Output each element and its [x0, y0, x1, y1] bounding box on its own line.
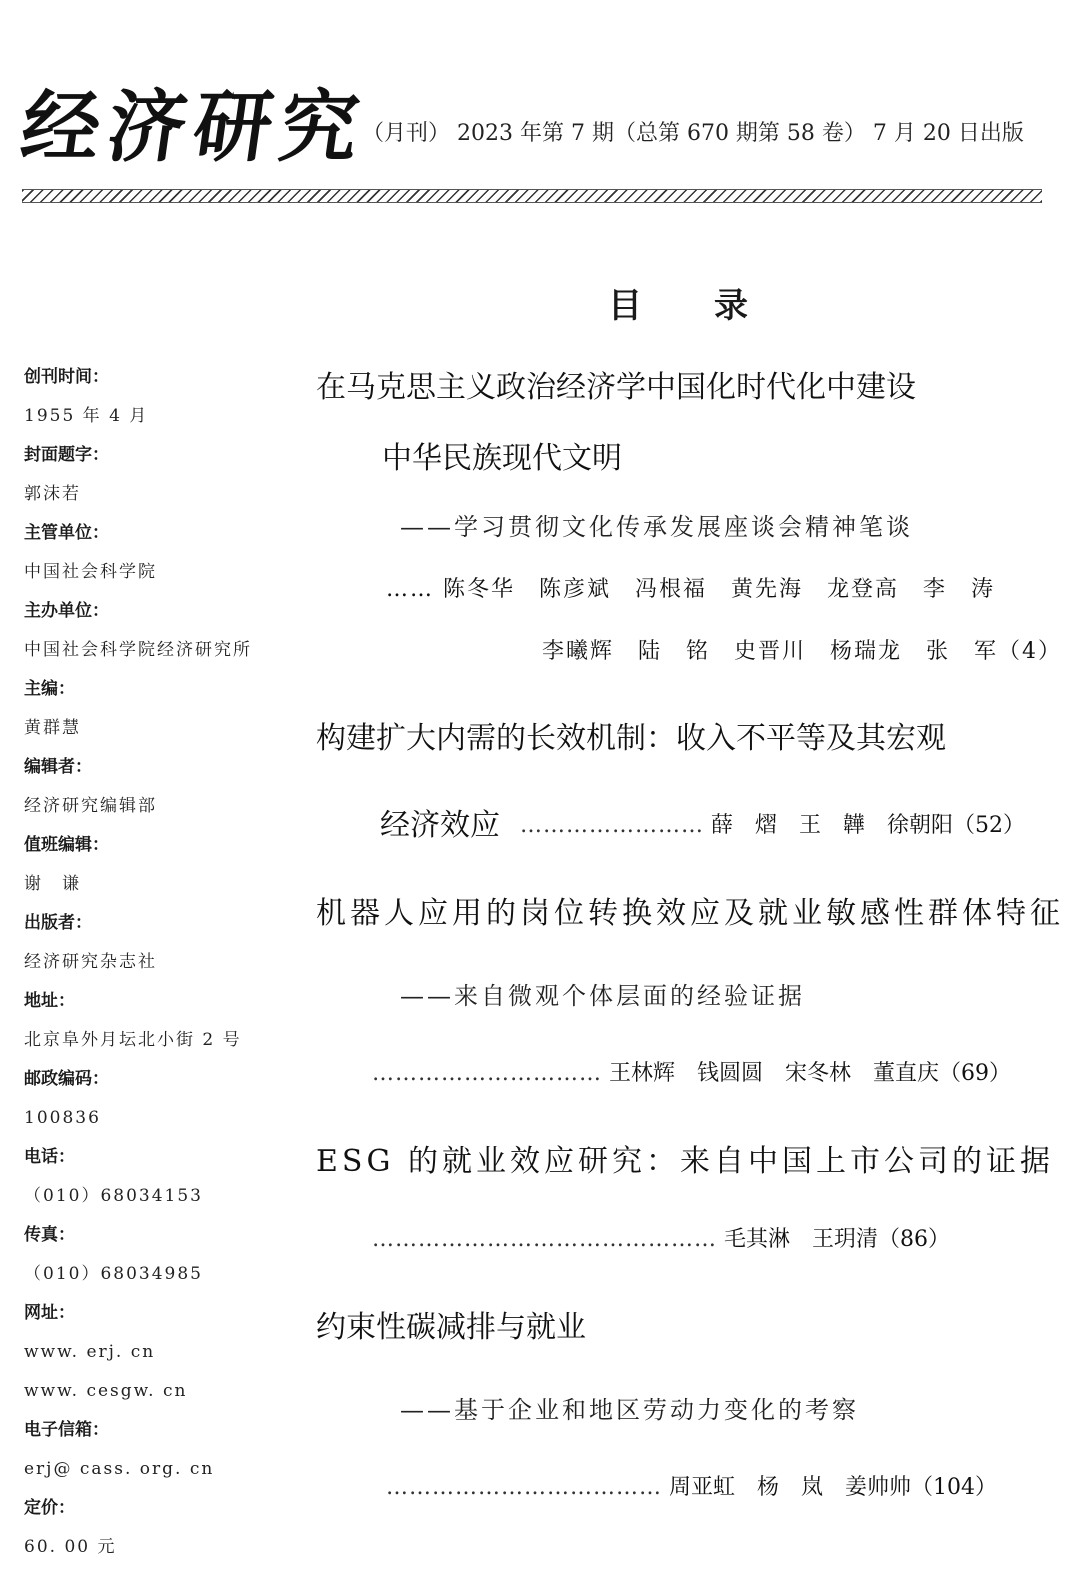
sidebar-label: 传真： [24, 1225, 75, 1245]
entry-title: 机器人应用的岗位转换效应及就业敏感性群体特征 [316, 896, 1064, 931]
dot-leader: ……………………………………… [372, 1227, 717, 1252]
entry-title-continued: 中华民族现代文明 [382, 441, 622, 476]
entry-authors: …… 陈冬华 陈彦斌 冯根福 黄先海 龙登高 李 涛 [386, 577, 995, 602]
sidebar-label: 电话： [24, 1147, 75, 1167]
issue-info: （月刊） 2023 年第 7 期（总第 670 期第 58 卷） 7 月 20 日出版 [362, 121, 1024, 146]
sidebar-label: 封面题字： [24, 445, 109, 465]
sidebar-value-url[interactable]: www. cesgw. cn [24, 1381, 188, 1401]
entry-authors: 薛 熠 王 韡 徐朝阳（52） [711, 813, 1025, 838]
entry-authors: 周亚虹 杨 岚 姜帅帅（104） [669, 1475, 997, 1500]
sidebar-value: 黄群慧 [24, 718, 81, 738]
entry-authors: 李曦辉 陆 铭 史晋川 杨瑞龙 张 军（4） [542, 639, 1062, 664]
entry-subtitle: ——来自微观个体层面的经验证据 [400, 982, 805, 1010]
sidebar-label: 出版者： [24, 913, 92, 933]
sidebar-label: 网址： [24, 1303, 75, 1323]
sidebar-value: 谢 谦 [24, 874, 81, 894]
sidebar-label: 地址： [24, 991, 75, 1011]
sidebar-value: 100836 [24, 1108, 101, 1128]
entry-subtitle: ——学习贯彻文化传承发展座谈会精神笔谈 [400, 513, 913, 541]
entry-title: 构建扩大内需的长效机制：收入不平等及其宏观 [316, 721, 946, 756]
entry-leader-authors [372, 1222, 950, 1253]
sidebar-value: （010）68034153 [24, 1186, 203, 1206]
sidebar-label: 编辑者： [24, 757, 92, 777]
sidebar-label: 定价： [24, 1498, 75, 1518]
sidebar-value: 经济研究编辑部 [24, 796, 157, 816]
sidebar-value: 北京阜外月坛北小街 2 号 [24, 1030, 242, 1050]
dot-leader: …………………… [520, 813, 704, 838]
entry-title: 在马克思主义政治经济学中国化时代化中建设 [316, 370, 916, 405]
sidebar-label: 主管单位： [24, 523, 109, 543]
sidebar-value: 中国社会科学院经济研究所 [24, 640, 252, 660]
sidebar-label: 邮政编码： [24, 1069, 109, 1089]
sidebar-value: 经济研究杂志社 [24, 952, 157, 972]
sidebar-value: 1955 年 4 月 [24, 406, 149, 426]
entry-authors: 王林辉 钱圆圆 宋冬林 董直庆（69） [609, 1061, 1011, 1086]
entry-leader-authors [372, 1056, 1011, 1087]
ornamental-divider [22, 189, 1042, 203]
sidebar-value-url[interactable]: www. erj. cn [24, 1342, 156, 1362]
entry-title: 约束性碳减排与就业 [316, 1310, 586, 1345]
entry-title: ESG 的就业效应研究：来自中国上市公司的证据 [316, 1144, 1054, 1179]
masthead [15, 78, 1052, 178]
dot-leader: ……………………………… [386, 1475, 662, 1500]
sidebar-label: 主编： [24, 679, 75, 699]
sidebar-label: 主办单位： [24, 601, 109, 621]
entry-authors: 毛其淋 王玥清（86） [724, 1227, 950, 1252]
sidebar-value: 60. 00 元 [24, 1537, 117, 1557]
sidebar-value: 中国社会科学院 [24, 562, 157, 582]
entry-title-continued: 经济效应 [380, 808, 500, 843]
publication-info-sidebar [24, 362, 304, 1571]
entry-leader-authors [520, 808, 1025, 839]
sidebar-value: 郭沫若 [24, 484, 81, 504]
dot-leader: ………………………… [372, 1061, 602, 1086]
entry-leader-authors [386, 1470, 997, 1501]
toc-title: 目录 [608, 286, 820, 326]
entry-subtitle: ——基于企业和地区劳动力变化的考察 [400, 1396, 859, 1424]
sidebar-label: 电子信箱： [24, 1420, 109, 1440]
sidebar-label: 值班编辑： [24, 835, 109, 855]
sidebar-value-email[interactable]: erj@ cass. org. cn [24, 1459, 215, 1479]
sidebar-value: （010）68034985 [24, 1264, 203, 1284]
journal-logo: 经济研究 [15, 82, 373, 173]
sidebar-label: 创刊时间： [24, 367, 109, 387]
